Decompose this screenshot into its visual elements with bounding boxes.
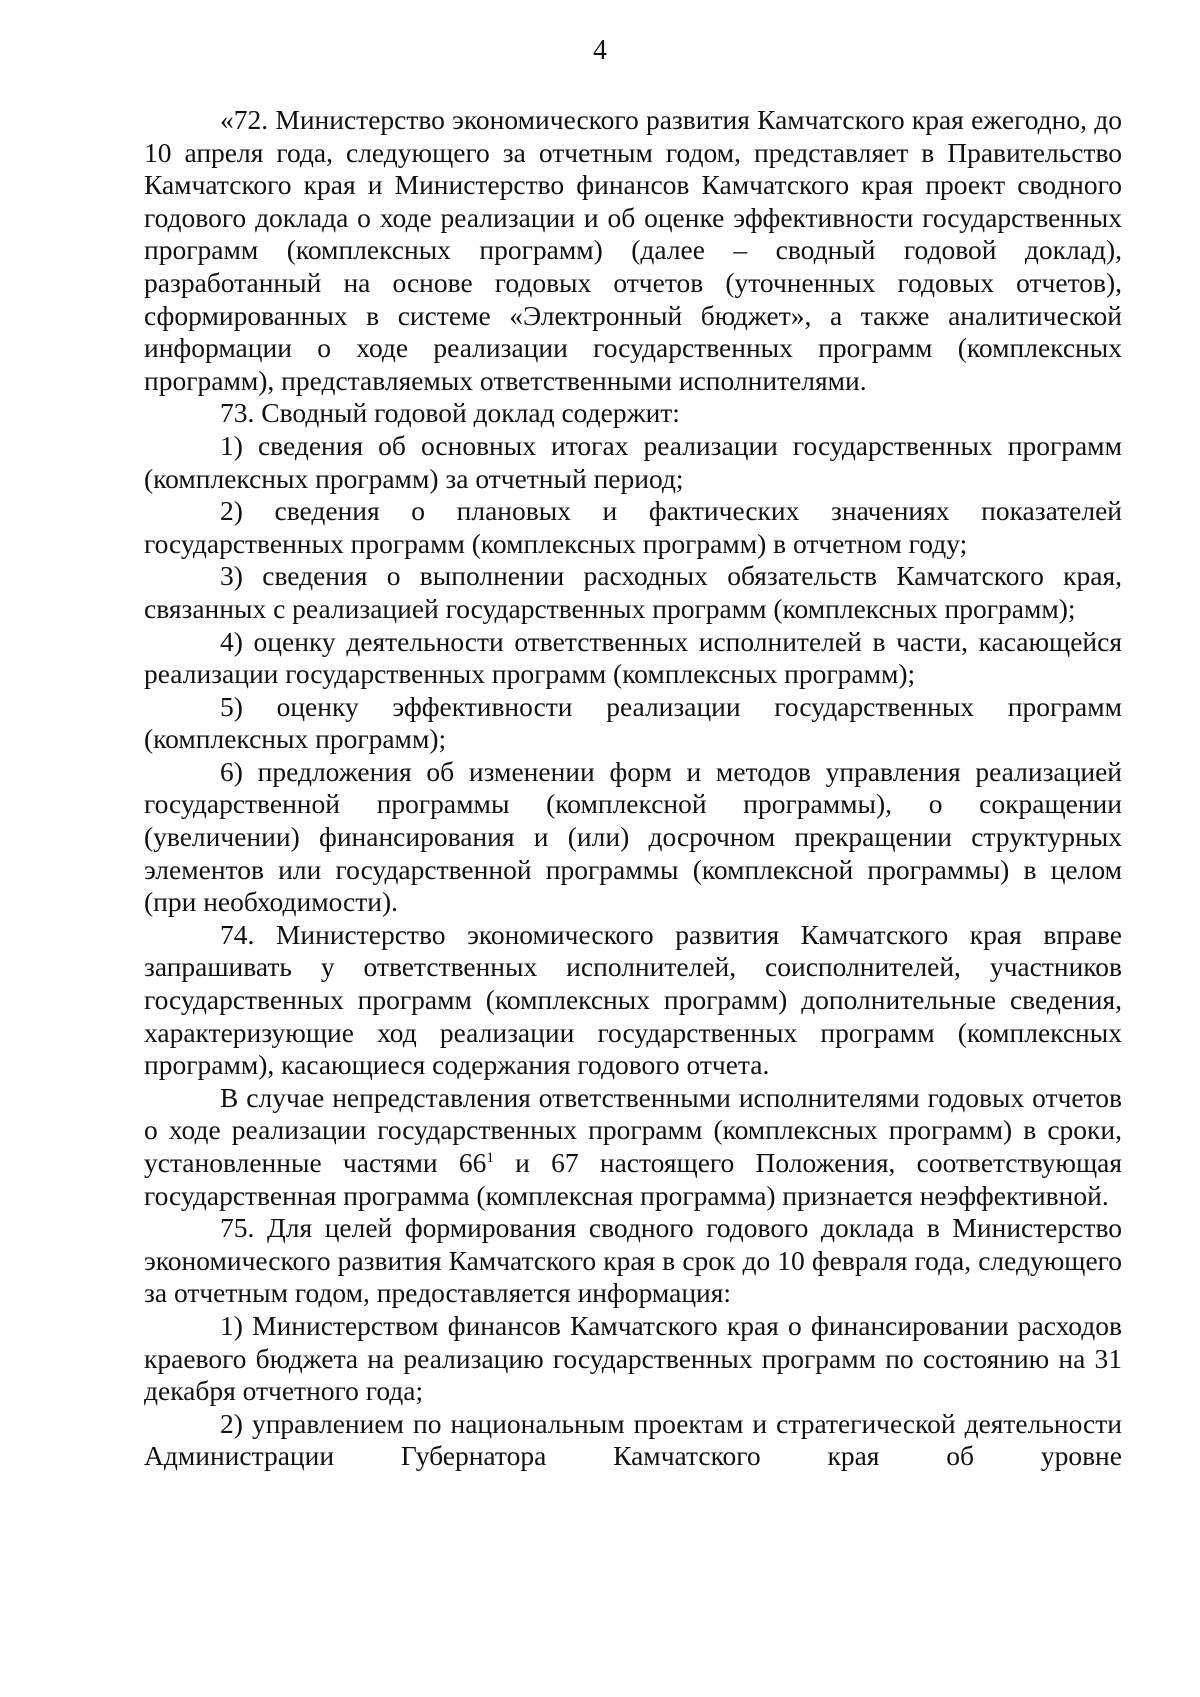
document-body (144, 104, 1122, 1473)
paragraph-72: «72. Министерство экономического развития Камчатского края ежегодно, до 10 апреля года, следующего за отчетным годом, представляет в Правительство Камчатского края и Министерство финансов Камчатского края проект сводного годового доклада о ходе реализации и об оценке эффективности государственных программ (комплексных программ) (далее – сводный годовой доклад), разработанный на основе годовых отчетов (уточненных годовых отчетов), сформированных в системе «Электронный бюджет», а также аналитической информации о ходе реализации государственных программ (комплексных программ), представляемых ответственными исполнителями. (144, 104, 1122, 396)
paragraph-74-text-after: и 67 настоящего Положения, соответствующая государственная программа (комплексная программа) признается неэффективной. (144, 1147, 1122, 1211)
paragraph-73: 73. Сводный годовой доклад содержит: (220, 397, 680, 429)
list-item-73-2: 2) сведения о плановых и фактических значениях показателей государственных программ (комплексных программ) в отчетном году; (144, 495, 1122, 559)
list-item-75-2: 2) управлением по национальным проектам и стратегической деятельности Администрации Губернатора Камчатского края об уровне (144, 1407, 1122, 1472)
paragraph-74-inefficiency (144, 1082, 1122, 1212)
list-item-73-6: 6) предложения об изменении форм и методов управления реализацией государственной программы (комплексной программы), о сокращении (увеличении) финансирования и (или) досрочном прекращении структурных элементов или государственной программы (комплексной программы) в целом (при необходимости). (144, 755, 1122, 918)
list-item-73-5: 5) оценку эффективности реализации государственных программ (комплексных программ); (144, 690, 1122, 755)
paragraph-75: 75. Для целей формирования сводного годового доклада в Министерство экономического развития Камчатского края в срок до 10 февраля года, следующего за отчетным годом, предоставляется информация: (144, 1212, 1122, 1309)
paragraph-74: 74. Министерство экономического развития Камчатского края вправе запрашивать у ответственных исполнителей, соисполнителей, участников государственных программ (комплексных программ) дополнительные сведения, характеризующие ход реализации государственных программ (комплексных программ), касающиеся содержания годового отчета. (144, 918, 1122, 1081)
list-item-73-3: 3) сведения о выполнении расходных обязательств Камчатского края, связанных с реализацией государственных программ (комплексных программ); (144, 560, 1122, 624)
superscript-ref: 1 (486, 1149, 494, 1166)
list-item-75-1: 1) Министерством финансов Камчатского края о финансировании расходов краевого бюджета на реализацию государственных программ по состоянию на 31 декабря отчетного года; (144, 1309, 1122, 1407)
paragraph-74-text-before: В случае непредставления ответственными исполнителями годовых отчетов о ходе реализации государственных программ (комплексных программ) в сроки, установленные частями 66 (144, 1081, 1122, 1178)
list-item-73-1: 1) сведения об основных итогах реализации государственных программ (комплексных программ) за отчетный период; (144, 429, 1122, 494)
page-number: 4 (593, 35, 607, 66)
list-item-73-4: 4) оценку деятельности ответственных исполнителей в части, касающейся реализации государственных программ (комплексных программ); (144, 625, 1122, 690)
